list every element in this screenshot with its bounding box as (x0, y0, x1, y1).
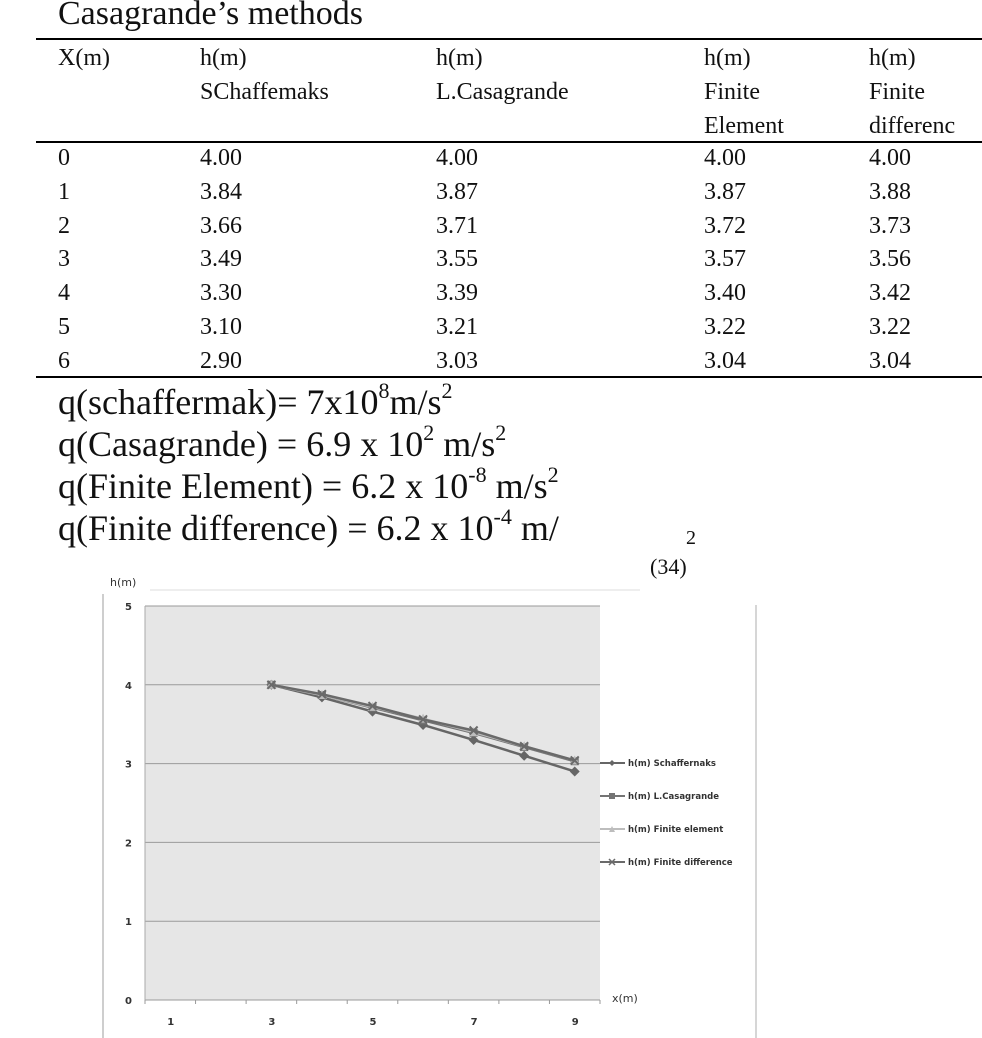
table-cell: 3.03 (436, 347, 478, 374)
table-cell: 3.73 (869, 212, 911, 239)
x-tick-label: 7 (470, 1017, 478, 1028)
x-tick-label: 5 (369, 1017, 377, 1028)
table-cell: 3.40 (704, 280, 746, 307)
table-cell: 3.49 (200, 246, 242, 273)
table-cell: 3.22 (704, 314, 746, 340)
table-cell: 0 (58, 145, 70, 171)
table-cell: 3.04 (869, 347, 911, 374)
table-cell: 4 (58, 280, 70, 307)
equation-number: (34) (650, 554, 687, 579)
legend-label: h(m) Schaffernaks (628, 759, 716, 769)
table-cell: 4.00 (200, 145, 242, 171)
flow-rate-equation: q(schaffermak)= $7x10^8m/s^2$ (58, 378, 453, 422)
plot-area (145, 606, 600, 1000)
table-cell: 3.84 (200, 178, 242, 205)
y-tick-label: 1 (125, 917, 132, 929)
stray-superscript: 2 (686, 527, 696, 549)
table-cell: 3.87 (436, 178, 478, 205)
table-cell: 3.04 (704, 347, 746, 374)
flow-rate-equation: q(Casagrande) = 6.9 x $10^2$ $m/s^2$ (58, 420, 507, 464)
legend-label: h(m) Finite element (628, 825, 724, 835)
legend-label: h(m) L.Casagrande (628, 792, 719, 802)
column-header: h(m) L.Casagrande (436, 45, 569, 105)
table-cell: 1 (58, 178, 70, 205)
table-cell: 3.21 (436, 314, 478, 340)
table-cell: 3.10 (200, 314, 242, 340)
column-header: h(m) Finite differenc (869, 45, 956, 139)
y-tick-label: 3 (125, 759, 132, 771)
y-tick-label: 0 (125, 996, 132, 1007)
y-tick-label: 4 (125, 680, 132, 692)
table-cell: 5 (58, 314, 70, 340)
table-cell: 3.72 (704, 212, 746, 239)
table-cell: 3 (58, 246, 70, 273)
table-cell: 2 (58, 212, 70, 239)
table-cell: 3.42 (869, 280, 911, 307)
column-header: h(m) SChaffemaks (200, 45, 329, 105)
table-cell: 6 (58, 347, 70, 374)
table-cell: 3.55 (436, 246, 478, 273)
table-cell: 3.71 (436, 212, 478, 239)
table-cell: 3.22 (869, 314, 911, 340)
flow-rate-equation: q(Finite difference) = 6.2 x $10^{-4}$ m/ (58, 504, 559, 548)
table-cell: 3.87 (704, 178, 746, 205)
column-header: h(m) Finite Element (704, 45, 784, 139)
legend-diamond-icon (609, 760, 615, 766)
table-cell: 3.30 (200, 280, 242, 307)
y-axis-label: h(m) (110, 576, 137, 589)
table-cell: 3.88 (869, 178, 911, 205)
column-header: X(m) (58, 45, 110, 71)
x-tick-label: 1 (167, 1017, 175, 1028)
legend-label: h(m) Finite difference (628, 858, 733, 868)
table-cell: 3.57 (704, 246, 746, 273)
y-tick-label: 5 (125, 602, 132, 613)
x-tick-label: 9 (571, 1017, 579, 1028)
table-cell: 3.56 (869, 246, 911, 273)
section-title: Casagrande’s methods (58, 0, 363, 32)
table-cell: 3.66 (200, 212, 242, 239)
x-axis-label: x(m) (612, 992, 638, 1005)
table-cell: 4.00 (704, 145, 746, 171)
flow-rate-equation: q(Finite Element) = 6.2 x $10^{-8}$ $m/s^2$ (58, 462, 559, 506)
legend-square-icon (609, 793, 615, 799)
table-cell: 4.00 (436, 145, 478, 171)
x-tick-label: 3 (268, 1017, 276, 1028)
table-cell: 2.90 (200, 347, 242, 374)
y-tick-label: 2 (125, 838, 132, 850)
table-cell: 4.00 (869, 145, 911, 171)
table-cell: 3.39 (436, 280, 478, 307)
